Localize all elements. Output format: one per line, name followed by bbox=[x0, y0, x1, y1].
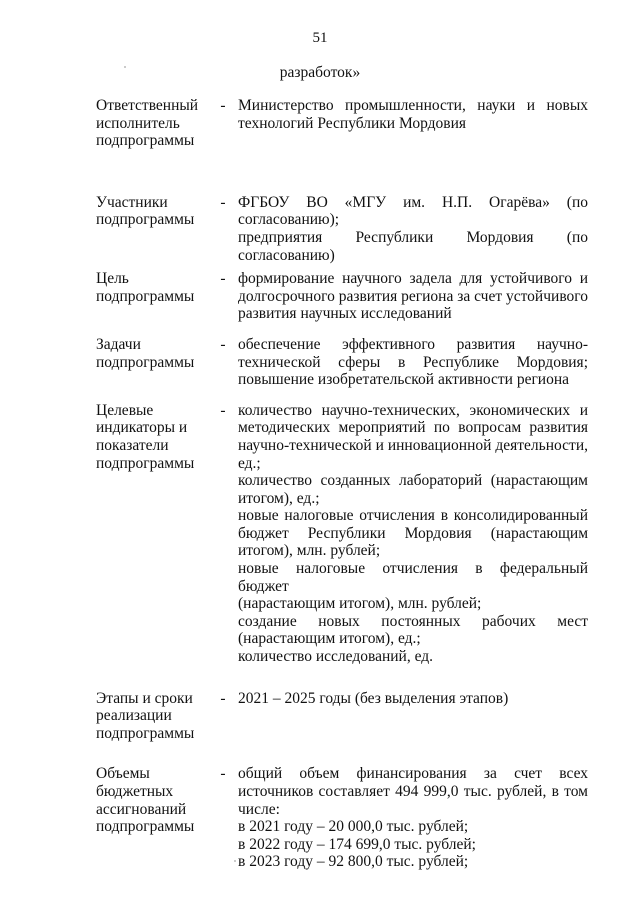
row-value bbox=[238, 765, 588, 871]
row-label: Целевые индикаторы и показатели подпрограммы bbox=[96, 401, 195, 472]
row-label: Задачи подпрограммы bbox=[96, 335, 195, 371]
row-budget-allocations bbox=[96, 765, 588, 871]
row-goal bbox=[96, 270, 588, 323]
value-line: числе: bbox=[238, 800, 280, 818]
value-line: долгосрочного развития региона за счет устойчивого bbox=[238, 287, 588, 305]
scan-speck bbox=[124, 66, 126, 68]
value-line: в 2022 году – 174 699,0 тыс. рублей; bbox=[238, 835, 476, 853]
row-dash: - bbox=[220, 689, 226, 707]
value-line: в 2023 году – 92 800,0 тыс. рублей; bbox=[238, 853, 469, 871]
row-dash: - bbox=[220, 401, 226, 419]
value-line: формирование научного задела для устойчивого и bbox=[238, 270, 588, 288]
row-label: Этапы и сроки реализации подпрограммы bbox=[96, 689, 195, 742]
value-line: обеспечение эффективного развития научно- bbox=[238, 335, 588, 353]
value-line: источников составляет 494 999,0 тыс. рублей, в том bbox=[238, 783, 588, 800]
row-dash: - bbox=[220, 193, 226, 211]
value-line: в 2021 году – 20 000,0 тыс. рублей; bbox=[238, 818, 469, 836]
value-line: 2021 – 2025 годы (без выделения этапов) bbox=[238, 689, 509, 707]
page-number: 51 bbox=[312, 30, 328, 46]
value-line: ФГБОУ ВО «МГУ им. Н.П. Огарёва» (по bbox=[238, 193, 588, 211]
value-line: технической сферы в Республике Мордовия; bbox=[238, 353, 588, 371]
row-dash: - bbox=[220, 335, 226, 353]
row-value bbox=[238, 336, 588, 389]
row-dash: - bbox=[220, 97, 226, 114]
value-line: (нарастающим итогом), ед.; bbox=[238, 630, 421, 648]
value-line: итогом), ед.; bbox=[238, 489, 320, 507]
value-line: методических мероприятий по вопросам развития bbox=[238, 419, 588, 437]
value-line: технологий Республики Мордовия bbox=[238, 114, 467, 132]
value-line: предприятия Республики Мордовия (по bbox=[238, 228, 588, 246]
value-line: итогом), млн. рублей; bbox=[238, 542, 381, 560]
row-value bbox=[238, 194, 588, 264]
value-line: общий объем финансирования за счет всех bbox=[238, 765, 588, 783]
value-line: согласованию) bbox=[238, 246, 335, 264]
value-line: создание новых постоянных рабочих мест bbox=[238, 612, 588, 630]
passport-table bbox=[96, 95, 588, 871]
row-value bbox=[238, 270, 588, 323]
row-value bbox=[238, 402, 588, 666]
continuation-text: разработок» bbox=[279, 64, 361, 81]
value-line: ед.; bbox=[238, 454, 261, 472]
value-line: количество научно-технических, экономических и bbox=[238, 401, 588, 419]
row-label: Объемы бюджетных ассигнований подпрограммы bbox=[96, 765, 195, 836]
row-participants bbox=[96, 194, 588, 264]
row-label: Ответственный исполнитель подпрограммы bbox=[96, 97, 199, 150]
scan-speck bbox=[234, 860, 236, 862]
value-line: новые налоговые отчисления в консолидированный bbox=[238, 507, 588, 525]
value-line: Министерство промышленности, науки и новых bbox=[238, 97, 588, 114]
row-dash: - bbox=[220, 270, 226, 288]
value-line: научно-технической и инновационной деятельности, bbox=[238, 436, 588, 454]
row-target-indicators bbox=[96, 402, 588, 666]
value-line: (нарастающим итогом), млн. рублей; bbox=[238, 595, 482, 613]
row-tasks bbox=[96, 336, 588, 389]
value-line: повышение изобретательской активности региона bbox=[238, 371, 570, 389]
row-stages-and-terms bbox=[96, 690, 588, 743]
row-label: Цель подпрограммы bbox=[96, 270, 195, 305]
row-value bbox=[238, 97, 588, 150]
value-line: согласованию); bbox=[238, 211, 340, 229]
row-label: Участники подпрограммы bbox=[96, 193, 195, 229]
value-line: бюджет Республики Мордовия (нарастающим bbox=[238, 524, 588, 542]
value-line: количество созданных лабораторий (нарастающим bbox=[238, 472, 588, 490]
value-line: количество исследований, ед. bbox=[238, 648, 434, 666]
row-responsible-executor bbox=[96, 97, 588, 150]
row-value bbox=[238, 690, 588, 743]
row-dash: - bbox=[220, 765, 226, 783]
value-line: новые налоговые отчисления в федеральный бюджет bbox=[238, 560, 588, 595]
value-line: развития научных исследований bbox=[238, 305, 452, 323]
